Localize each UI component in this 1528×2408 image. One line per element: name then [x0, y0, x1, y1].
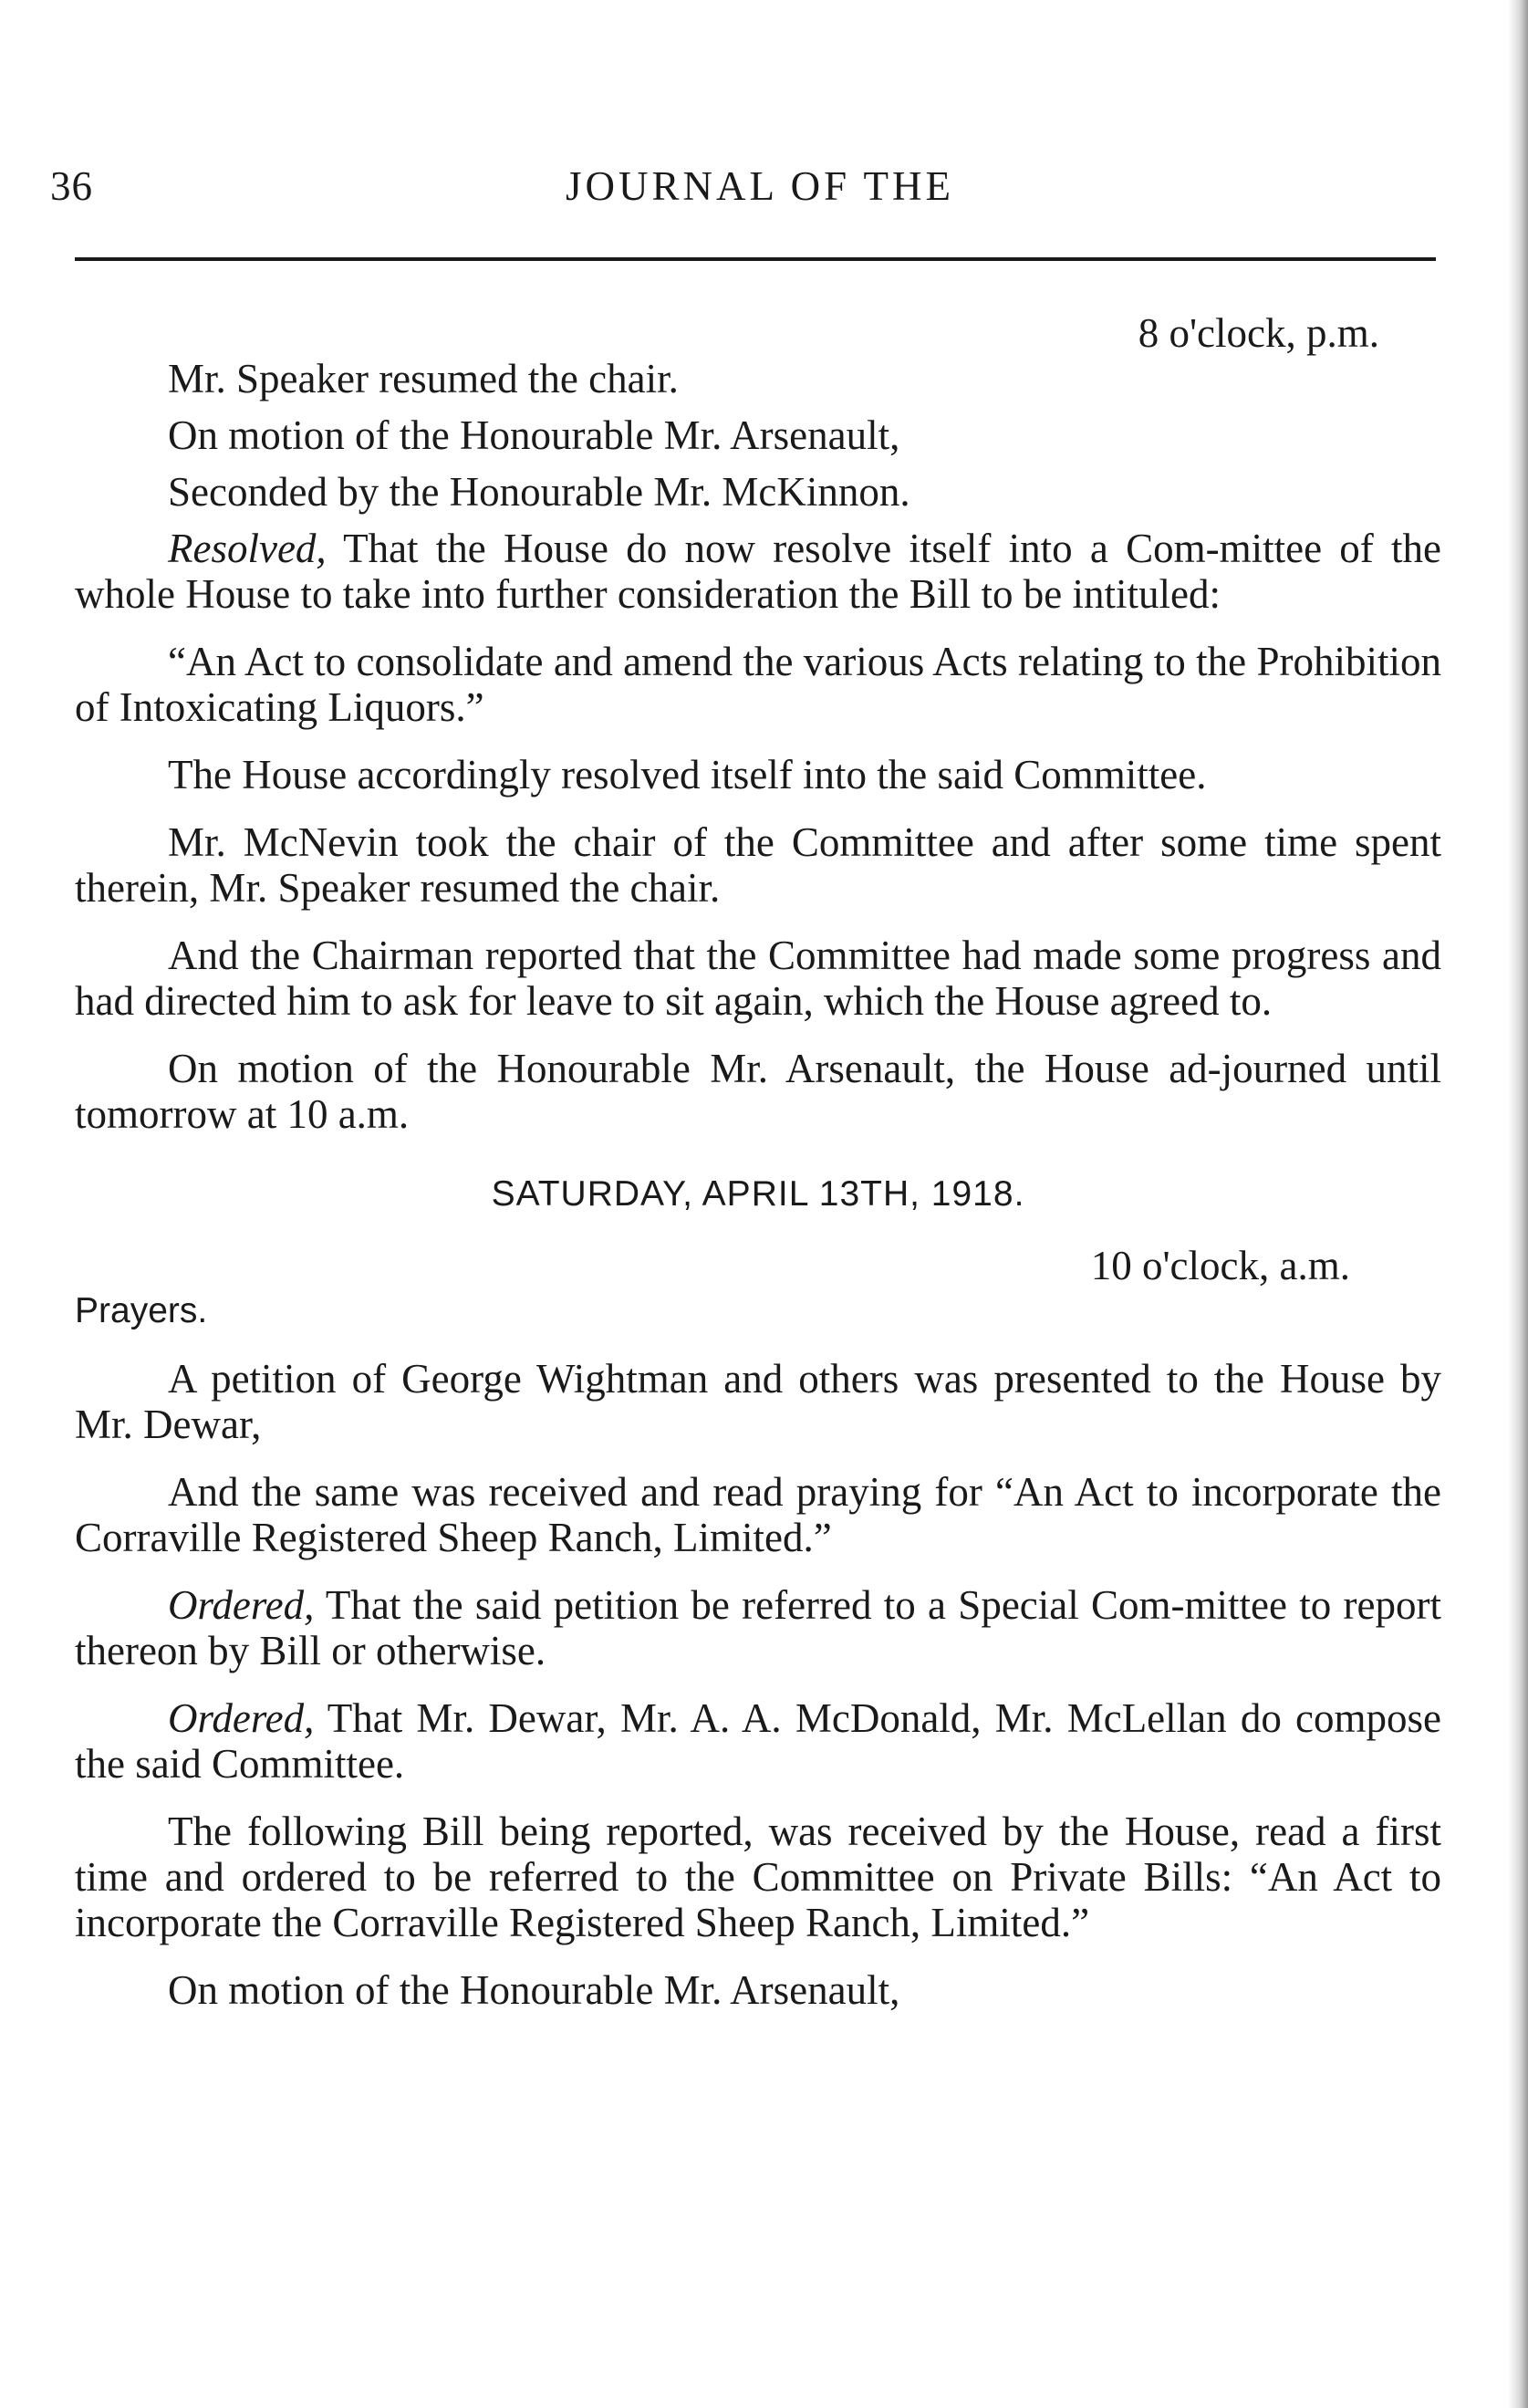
- mcnevin-paragraph: Mr. McNevin took the chair of the Committee and after some time spent therein, Mr. Speaker resumed the chair.: [75, 819, 1441, 911]
- morning-time: 10 o'clock, a.m.: [1090, 1243, 1350, 1288]
- ordered-referral-text: That the said petition be referred to a Special Com-mittee to report thereon by Bill or otherwise.: [75, 1582, 1441, 1673]
- bill-title-paragraph: “An Act to consolidate and amend the various Acts relating to the Prohibition of Intoxicating Liquors.”: [75, 639, 1441, 730]
- resolved-paragraph: [75, 526, 1441, 617]
- speaker-resumed: Mr. Speaker resumed the chair.: [168, 356, 679, 401]
- date-heading: SATURDAY, APRIL 13TH, 1918.: [491, 1174, 1025, 1214]
- committee-resolved-paragraph: The House accordingly resolved itself into the said Committee.: [168, 752, 1207, 797]
- ordered-referral-paragraph: [75, 1582, 1441, 1673]
- page-number: 36: [50, 163, 93, 209]
- final-motion-line: On motion of the Honourable Mr. Arsenault,: [168, 1967, 900, 2013]
- ordered-committee-paragraph: [75, 1695, 1441, 1787]
- adjournment-paragraph: On motion of the Honourable Mr. Arsenault, the House ad-journed until tomorrow at 10 a.m.: [75, 1046, 1441, 1137]
- petition-read-paragraph: And the same was received and read praying for “An Act to incorporate the Corraville Registered Sheep Ranch, Limited.”: [75, 1469, 1441, 1560]
- resolved-text: That the House do now resolve itself into a Com-mittee of the whole House to take into further consideration the Bill to be intituled:: [75, 526, 1441, 617]
- running-head: JOURNAL OF THE: [566, 163, 955, 209]
- ordered-lead: Ordered,: [168, 1582, 315, 1628]
- chairman-report-paragraph: And the Chairman reported that the Committee had made some progress and had directed him to ask for leave to sit again, which the House agreed to.: [75, 933, 1441, 1024]
- ordered-committee-text: That Mr. Dewar, Mr. A. A. McDonald, Mr. McLellan do compose the said Committee.: [75, 1695, 1441, 1787]
- evening-time: 8 o'clock, p.m.: [1138, 310, 1379, 356]
- page-edge-shadow: [1508, 0, 1528, 2408]
- journal-body: [75, 310, 1441, 2035]
- petition-paragraph: A petition of George Wightman and others was presented to the House by Mr. Dewar,: [75, 1356, 1441, 1447]
- bill-reported-paragraph: The following Bill being reported, was received by the House, read a first time and ordered to be referred to the Committee on Private Bills: “An Act to incorporate the Corraville Registered Sheep Ranch, Limited.”: [75, 1809, 1441, 1945]
- seconded-line: Seconded by the Honourable Mr. McKinnon.: [168, 469, 910, 515]
- page-header: [0, 162, 1528, 217]
- resolved-lead: Resolved,: [168, 526, 327, 571]
- motion-line: On motion of the Honourable Mr. Arsenault,: [168, 412, 900, 458]
- prayers-heading: Prayers.: [75, 1291, 208, 1330]
- header-rule: [75, 257, 1436, 261]
- ordered-lead-2: Ordered,: [168, 1695, 315, 1741]
